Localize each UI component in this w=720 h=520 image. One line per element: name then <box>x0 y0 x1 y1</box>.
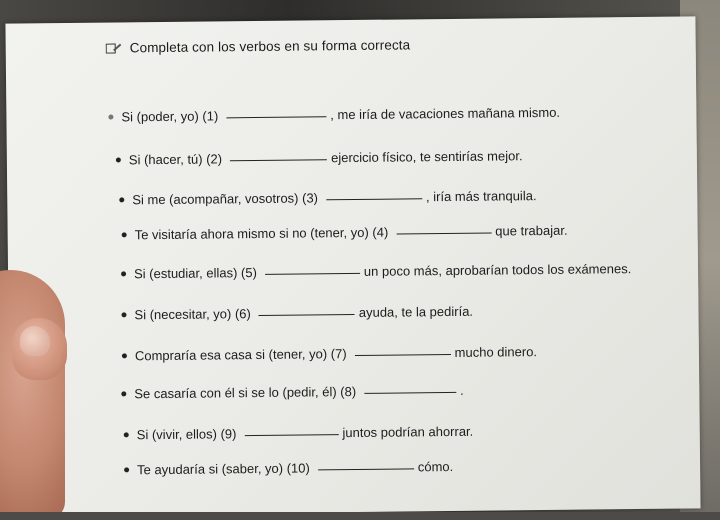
answer-blank-9[interactable] <box>244 433 338 436</box>
answer-blank-1[interactable] <box>226 115 326 118</box>
exercise-prompt: Se casaría con él si se lo (pedir, él) (8) <box>134 383 357 402</box>
exercise-ending: , iría más tranquila. <box>425 188 537 205</box>
exercise-ending: mucho dinero. <box>454 344 538 360</box>
exercise-item-6 <box>121 304 473 323</box>
exercise-item-8 <box>121 383 464 402</box>
answer-blank-6[interactable] <box>259 313 355 316</box>
exercise-ending: juntos podrían ahorrar. <box>342 423 474 441</box>
bullet-icon <box>108 115 113 120</box>
exercise-item-2 <box>116 148 523 167</box>
bullet-icon <box>119 197 124 202</box>
answer-blank-8[interactable] <box>364 391 456 394</box>
exercise-item-1 <box>108 105 560 125</box>
answer-blank-10[interactable] <box>318 467 414 470</box>
bullet-icon <box>122 353 127 358</box>
exercise-item-7 <box>122 344 537 363</box>
exercise-ending: ejercicio físico, te sentirías mejor. <box>330 148 523 166</box>
bullet-icon <box>116 157 121 162</box>
exercise-item-10 <box>124 459 453 477</box>
bullet-icon <box>121 391 126 396</box>
exercise-prompt: Si (estudiar, ellas) (5) <box>133 265 257 282</box>
bullet-icon <box>121 271 126 276</box>
hand <box>0 270 65 520</box>
answer-blank-7[interactable] <box>355 353 451 356</box>
exercise-item-9 <box>124 424 474 443</box>
exercise-ending: cómo. <box>417 458 454 475</box>
exercise-item-4 <box>122 223 568 243</box>
exercise-ending: que trabajar. <box>495 222 568 239</box>
exercise-item-3 <box>119 188 536 207</box>
worksheet-paper <box>5 16 700 515</box>
answer-blank-3[interactable] <box>326 197 422 200</box>
exercise-prompt: Si (necesitar, yo) (6) <box>134 306 251 323</box>
exercise-ending: ayuda, te la pediría. <box>358 303 474 320</box>
worksheet-header <box>106 37 411 55</box>
answer-blank-2[interactable] <box>230 158 327 161</box>
answer-blank-4[interactable] <box>396 232 491 235</box>
exercise-ending: , me iría de vacaciones mañana mismo. <box>330 104 561 123</box>
checkbox-pencil-icon <box>106 43 122 53</box>
exercise-item-5 <box>121 261 631 281</box>
exercise-prompt: Si (vivir, ellos) (9) <box>136 426 237 443</box>
bullet-icon <box>121 312 126 317</box>
exercise-ending: un poco más, aprobarían todos los exámenes. <box>363 261 632 279</box>
bullet-icon <box>124 432 129 437</box>
exercise-prompt: Compraría esa casa si (tener, yo) (7) <box>134 346 347 364</box>
thumbnail-nail <box>20 326 50 356</box>
table-edge <box>0 512 720 520</box>
bullet-icon <box>124 467 129 472</box>
exercise-prompt: Te visitaría ahora mismo si no (tener, yo) (4) <box>134 224 389 243</box>
exercise-prompt: Si (poder, yo) (1) <box>121 108 219 125</box>
exercise-prompt: Si (hacer, tú) (2) <box>128 151 223 168</box>
exercise-prompt: Si me (acompañar, vosotros) (3) <box>132 190 319 208</box>
exercise-prompt: Te ayudaría si (saber, yo) (10) <box>137 460 310 478</box>
answer-blank-5[interactable] <box>265 272 360 275</box>
worksheet-title: Completa con los verbos en su forma correcta <box>129 37 411 56</box>
exercise-ending: . <box>460 382 464 398</box>
bullet-icon <box>122 232 127 237</box>
